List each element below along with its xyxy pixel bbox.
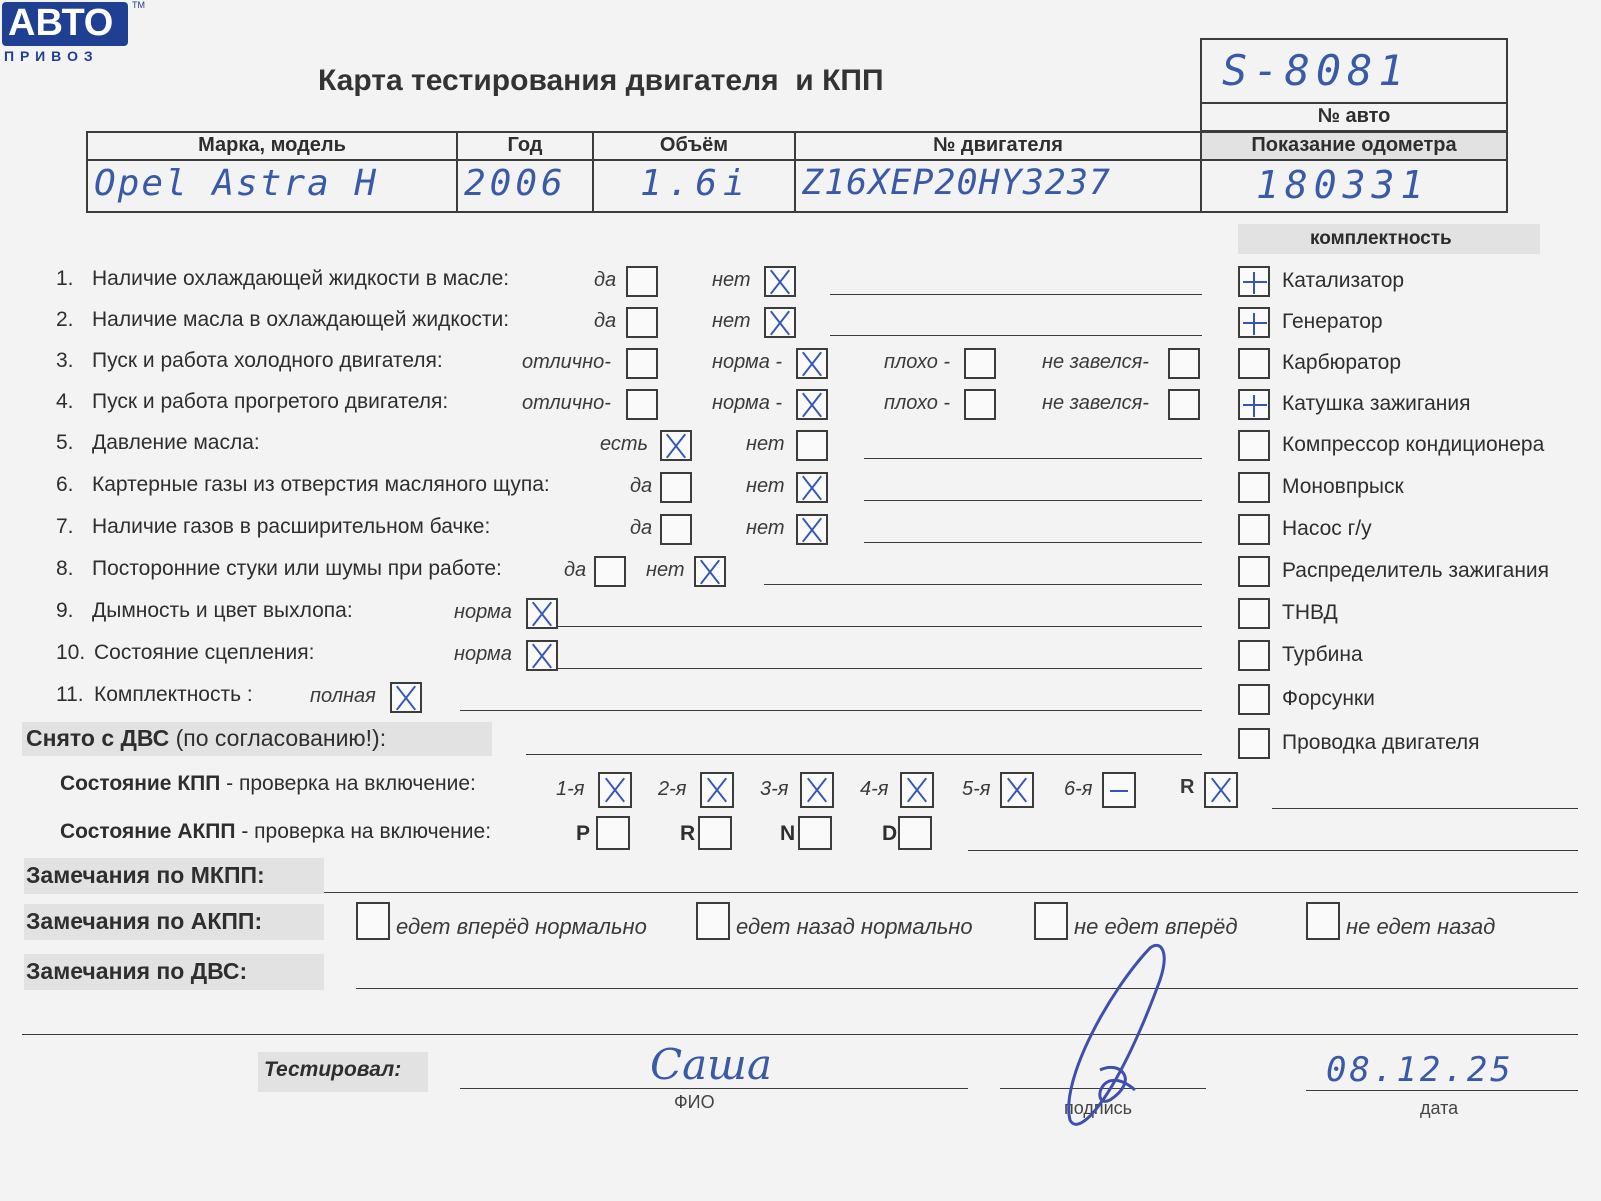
akpp-remark-label: едет назад нормально	[736, 914, 973, 939]
question-text: Давление масла:	[92, 431, 260, 454]
gear-checkbox[interactable]	[700, 772, 734, 808]
gear-label: 6-я	[1064, 778, 1093, 800]
question-option-label: да	[594, 310, 617, 332]
question-option-label: плохо -	[884, 392, 951, 414]
kpp-label-bold: Состояние КПП	[60, 772, 221, 795]
question-option-label: не завелся-	[1042, 351, 1149, 373]
question-text: Наличие охлаждающей жидкости в масле:	[92, 267, 510, 290]
kpp-label-rest: - проверка на включение:	[220, 772, 476, 795]
question-option-label: да	[630, 475, 653, 497]
car-number-value: S-8081	[1222, 46, 1410, 95]
question-text: Посторонние стуки или шумы при работе:	[92, 557, 502, 580]
fio-label: ФИО	[674, 1092, 715, 1112]
gear-label: 4-я	[860, 778, 889, 800]
gear-checkbox[interactable]	[900, 772, 934, 808]
answer-line	[864, 500, 1202, 501]
kpp-label	[60, 772, 476, 796]
question-option-label: отлично-	[522, 351, 611, 373]
akpp-mode-checkbox[interactable]	[898, 816, 932, 850]
kit-checkbox[interactable]	[1238, 556, 1270, 587]
akpp-mode-label: D	[882, 822, 898, 845]
question-number: 2.	[56, 308, 74, 331]
kit-item-label: ТНВД	[1282, 601, 1338, 624]
kit-item-label: Форсунки	[1282, 687, 1375, 710]
question-number: 11.	[56, 683, 84, 706]
question-number: 6.	[56, 473, 74, 496]
kit-item-label: Моновпрыск	[1282, 475, 1404, 498]
question-number: 7.	[56, 515, 74, 538]
gear-checkbox[interactable]	[598, 772, 632, 808]
gear-label: 3-я	[760, 778, 789, 800]
question-checkbox[interactable]	[796, 348, 828, 379]
question-option-label: нет	[712, 269, 751, 291]
question-checkbox[interactable]	[526, 640, 558, 671]
remarks-mkpp-label: Замечания по МКПП:	[26, 862, 265, 888]
page-title: Карта тестирования двигателя и КПП	[318, 64, 884, 97]
akpp-label-bold: Состояние АКПП	[60, 820, 236, 843]
question-checkbox[interactable]	[1168, 389, 1200, 420]
akpp-mode-checkbox[interactable]	[698, 816, 732, 850]
question-option-label: нет	[646, 559, 685, 581]
question-checkbox[interactable]	[964, 389, 996, 420]
question-checkbox[interactable]	[660, 514, 692, 545]
test-date: 08.12.25	[1326, 1050, 1514, 1090]
kit-item-label: Распределитель зажигания	[1282, 559, 1550, 582]
answer-line	[830, 294, 1202, 295]
value-engine: Z16XEP20HY3237	[802, 163, 1112, 203]
akpp-label-rest: - проверка на включение:	[235, 820, 492, 843]
akpp-remark-checkbox[interactable]	[1306, 902, 1340, 940]
question-number: 5.	[56, 431, 74, 454]
question-text: Дымность и цвет выхлопа:	[92, 599, 353, 622]
answer-line	[864, 458, 1202, 459]
question-checkbox[interactable]	[626, 266, 658, 297]
question-text: Пуск и работа холодного двигателя:	[92, 349, 443, 372]
question-checkbox[interactable]	[964, 348, 996, 379]
header-volume: Объём	[659, 134, 729, 156]
question-number: 8.	[56, 557, 74, 580]
question-option-label: нет	[746, 517, 785, 539]
akpp-mode-checkbox[interactable]	[596, 816, 630, 850]
question-option-label: плохо -	[884, 351, 951, 373]
question-checkbox[interactable]	[660, 430, 692, 461]
kit-checkbox[interactable]	[1238, 640, 1270, 671]
value-odometer: 180331	[1256, 163, 1430, 207]
akpp-mode-label: R	[680, 822, 696, 845]
question-option-label: норма -	[712, 392, 783, 414]
kit-item-label: Катализатор	[1282, 269, 1405, 292]
kit-checkbox[interactable]	[1238, 266, 1270, 297]
question-option-label: нет	[746, 433, 785, 455]
question-option-label: норма -	[712, 351, 783, 373]
gear-label: 5-я	[962, 778, 991, 800]
akpp-label	[60, 820, 491, 844]
question-checkbox[interactable]	[796, 514, 828, 545]
date-line	[1306, 1090, 1578, 1091]
question-checkbox[interactable]	[796, 472, 828, 503]
akpp-mode-label: P	[576, 822, 591, 845]
answer-line	[864, 542, 1202, 543]
kit-checkbox[interactable]	[1238, 684, 1270, 715]
question-checkbox[interactable]	[390, 682, 422, 713]
header-model: Марка, модель	[198, 134, 346, 156]
question-option-label: да	[564, 559, 587, 581]
question-number: 4.	[56, 390, 74, 413]
akpp-remark-checkbox[interactable]	[1034, 902, 1068, 940]
kit-checkbox[interactable]	[1238, 389, 1270, 420]
kit-checkbox[interactable]	[1238, 598, 1270, 629]
kit-item-label: Насос г/у	[1282, 517, 1372, 540]
kpp-line	[1272, 808, 1578, 809]
question-checkbox[interactable]	[1168, 348, 1200, 379]
question-number: 1.	[56, 267, 74, 290]
kit-checkbox[interactable]	[1238, 307, 1270, 338]
answer-line	[830, 335, 1202, 336]
gear-checkbox[interactable]	[1000, 772, 1034, 808]
kit-item-label: Генератор	[1282, 310, 1383, 333]
question-text: Состояние сцепления:	[94, 641, 315, 664]
gear-checkbox[interactable]	[1204, 772, 1238, 808]
akpp-remark-label: не едет назад	[1346, 914, 1496, 939]
question-text: Комплектность :	[94, 683, 253, 706]
akpp-remark-label: едет вперёд нормально	[396, 914, 647, 939]
question-option-label: отлично-	[522, 392, 611, 414]
header-odometer: Показание одометра	[1251, 134, 1457, 156]
question-option-label: норма	[454, 601, 512, 623]
remarks-akpp-label: Замечания по АКПП:	[26, 908, 263, 934]
question-text: Картерные газы из отверстия масляного щупа:	[92, 473, 550, 496]
question-text: Пуск и работа прогретого двигателя:	[92, 390, 449, 413]
akpp-remark-checkbox[interactable]	[356, 902, 390, 940]
kit-item-label: Карбюратор	[1282, 351, 1402, 374]
gear-label: 2-я	[658, 778, 687, 800]
remarks-dvs-line-1	[356, 988, 1578, 989]
question-checkbox[interactable]	[594, 556, 626, 587]
question-checkbox[interactable]	[626, 348, 658, 379]
gear-label: R	[1180, 776, 1195, 798]
question-checkbox[interactable]	[694, 556, 726, 587]
question-option-label: нет	[746, 475, 785, 497]
kit-item-label: Турбина	[1282, 643, 1363, 666]
logo	[0, 0, 145, 64]
akpp-mode-label: N	[780, 822, 796, 845]
tested-label: Тестировал:	[264, 1058, 402, 1081]
removed-label-bold: Снято с ДВС	[26, 725, 170, 751]
date-label: дата	[1420, 1098, 1459, 1118]
answer-line	[764, 584, 1202, 585]
akpp-remark-checkbox[interactable]	[696, 902, 730, 940]
logo-sub: П Р И В О З	[4, 48, 94, 64]
kit-checkbox[interactable]	[1238, 514, 1270, 545]
question-number: 3.	[56, 349, 74, 372]
akpp-mode-checkbox[interactable]	[798, 816, 832, 850]
kit-title: комплектность	[1310, 228, 1452, 249]
answer-line	[558, 668, 1202, 669]
question-text: Наличие газов в расширительном бачке:	[92, 515, 491, 538]
remarks-dvs-label: Замечания по ДВС:	[26, 958, 248, 984]
value-year: 2006	[464, 163, 567, 204]
gear-checkbox[interactable]	[800, 772, 834, 808]
question-checkbox[interactable]	[626, 389, 658, 420]
logo-main: АВТО	[8, 2, 114, 44]
question-checkbox[interactable]	[764, 266, 796, 297]
fio-line	[460, 1088, 968, 1089]
kit-checkbox[interactable]	[1238, 348, 1270, 379]
removed-label-rest: (по согласованию!):	[169, 725, 387, 751]
question-option-label: есть	[600, 433, 649, 455]
tester-name: Саша	[650, 1040, 773, 1089]
gear-label: 1-я	[556, 778, 585, 800]
kit-checkbox[interactable]	[1238, 728, 1270, 759]
question-checkbox[interactable]	[626, 307, 658, 338]
kit-item-label: Проводка двигателя	[1282, 731, 1480, 754]
kit-checkbox[interactable]	[1238, 472, 1270, 503]
question-option-label: да	[630, 517, 653, 539]
question-number: 10.	[56, 641, 86, 664]
question-option-label: не завелся-	[1042, 392, 1149, 414]
value-model: Opel Astra H	[94, 163, 379, 204]
question-option-label: норма	[454, 643, 512, 665]
removed-line	[526, 754, 1202, 755]
answer-line	[460, 710, 1202, 711]
car-number-label: № авто	[1317, 105, 1391, 127]
sign-label: подпись	[1064, 1098, 1133, 1118]
answer-line	[558, 626, 1202, 627]
gear-checkbox[interactable]	[1102, 772, 1136, 808]
signature	[1040, 940, 1200, 1140]
akpp-line	[968, 850, 1578, 851]
kit-item-label: Катушка зажигания	[1282, 392, 1471, 415]
question-option-label: нет	[712, 310, 751, 332]
kit-checkbox[interactable]	[1238, 430, 1270, 461]
question-checkbox[interactable]	[796, 430, 828, 461]
remarks-dvs-line-2	[22, 1034, 1578, 1035]
question-number: 9.	[56, 599, 74, 622]
question-checkbox[interactable]	[764, 307, 796, 338]
kit-item-label: Компрессор кондиционера	[1282, 433, 1545, 456]
remarks-mkpp-line	[324, 892, 1578, 893]
question-checkbox[interactable]	[796, 389, 828, 420]
value-volume: 1.6i	[640, 163, 751, 204]
header-engine: № двигателя	[933, 134, 1063, 156]
header-year: Год	[507, 134, 543, 156]
removed-label	[26, 725, 386, 752]
question-checkbox[interactable]	[660, 472, 692, 503]
question-option-label: да	[594, 269, 617, 291]
akpp-remark-label: не едет вперёд	[1074, 914, 1238, 939]
question-option-label: полная	[310, 685, 376, 707]
logo-tm: TM	[132, 0, 145, 10]
question-text: Наличие масла в охлаждающей жидкости:	[92, 308, 510, 331]
question-checkbox[interactable]	[526, 598, 558, 629]
